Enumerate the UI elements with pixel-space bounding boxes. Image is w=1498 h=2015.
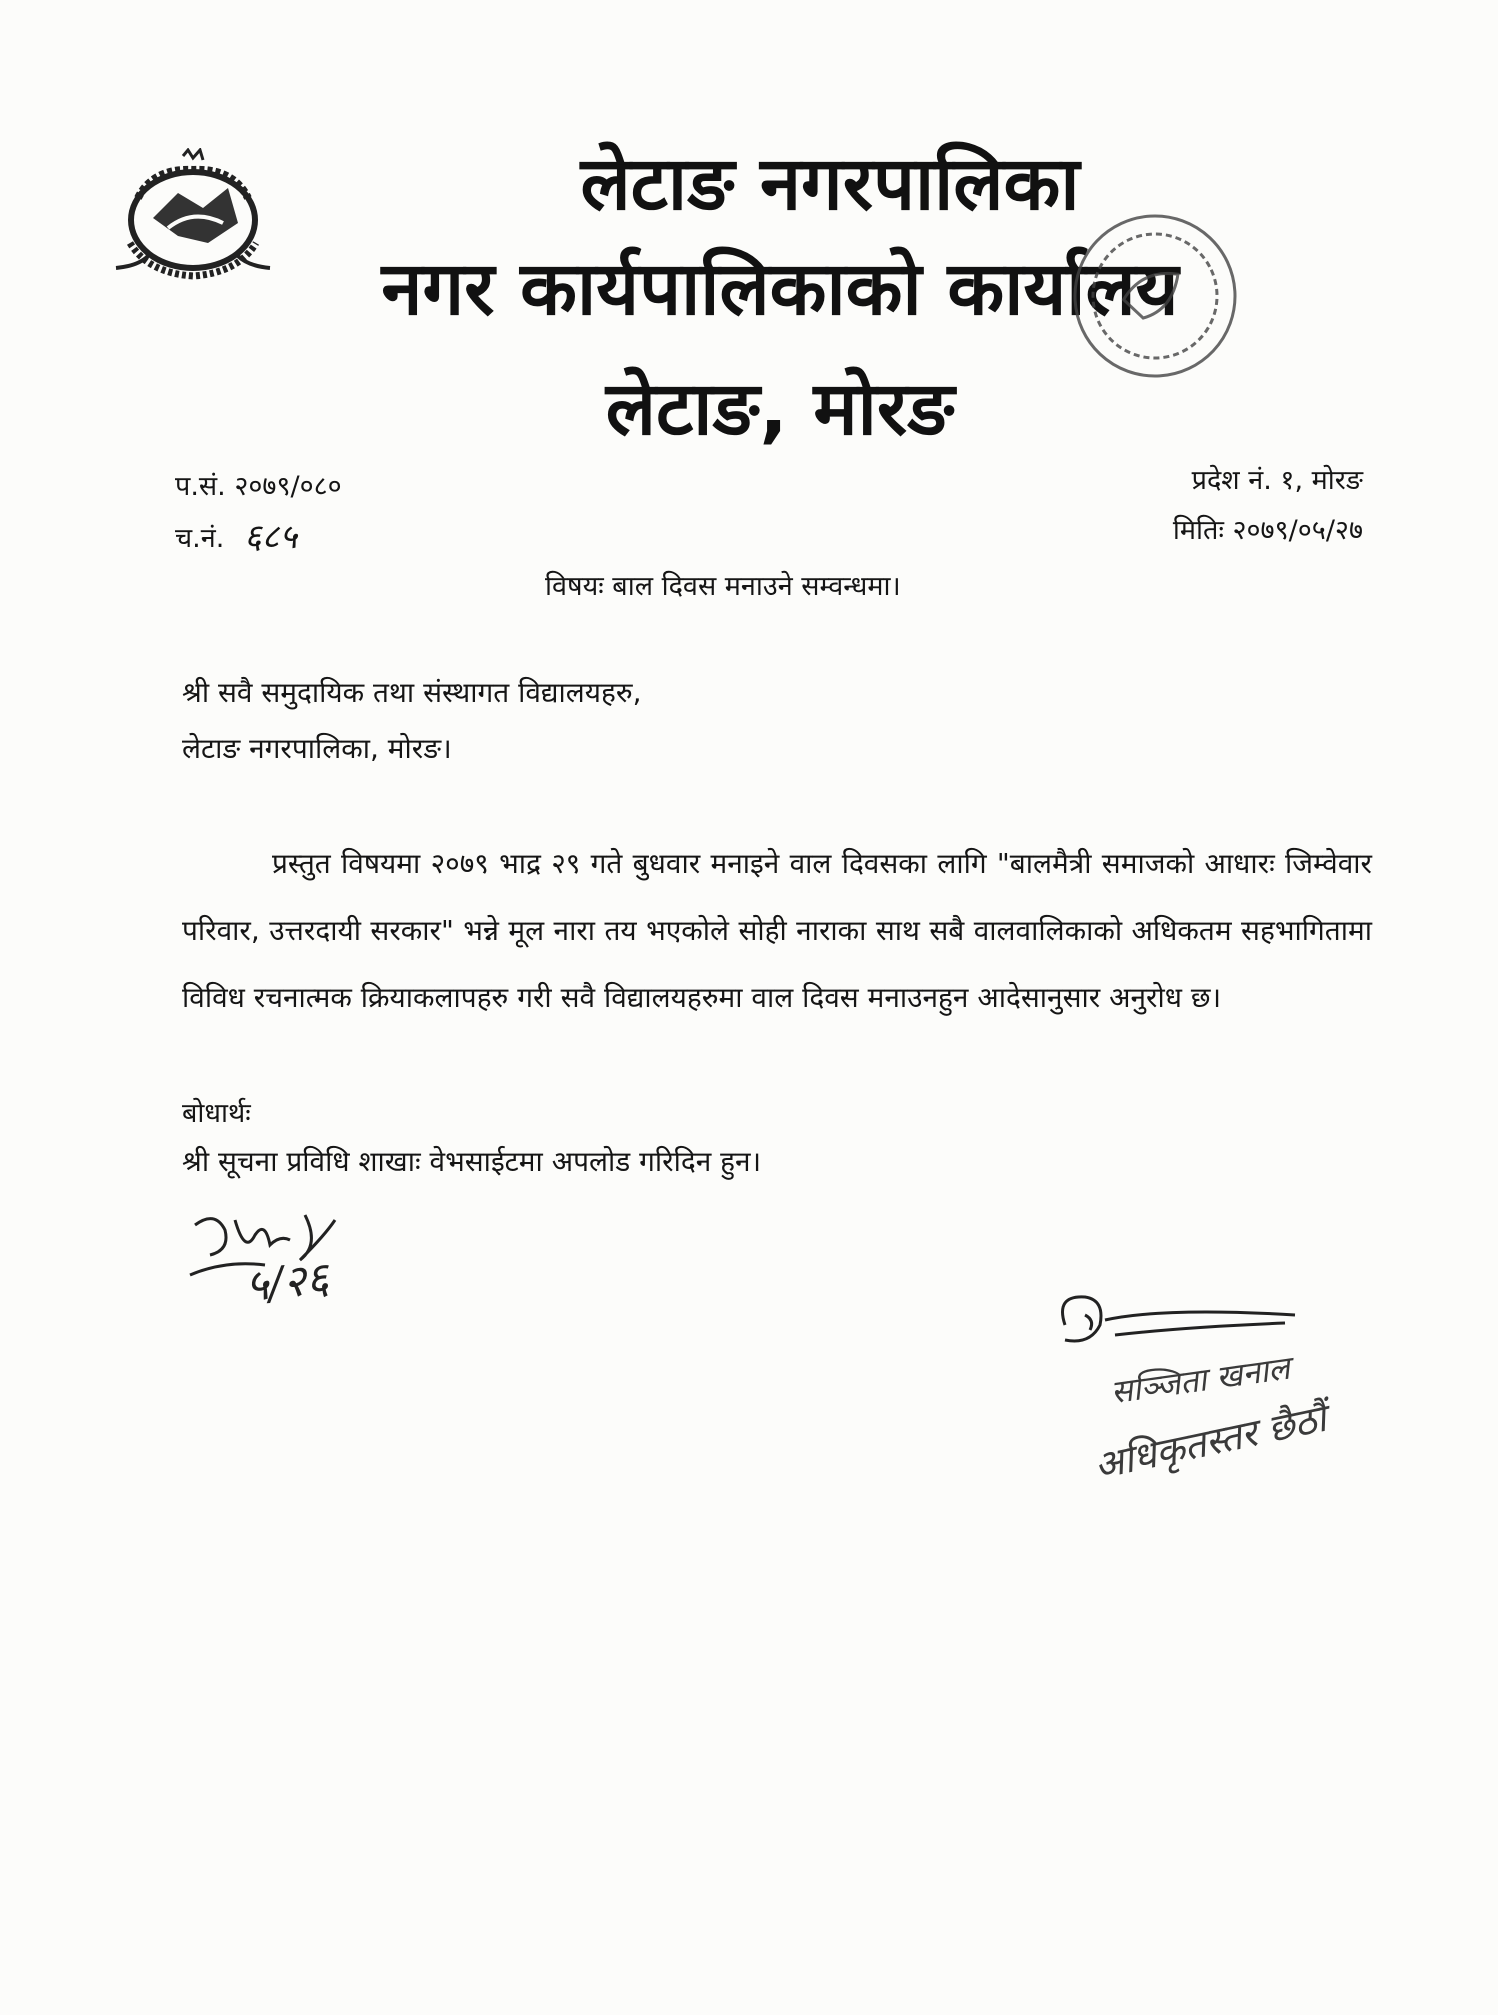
letter-date: मितिः २०७९/०५/२७ — [1172, 515, 1363, 546]
office-seal-stamp — [1055, 196, 1255, 396]
dispatch-label: च.नं. — [175, 523, 225, 554]
addressee-line-1: श्री सवै समुदायिक तथा संस्थागत विद्यालयहरु, — [182, 676, 642, 709]
subject-line: विषयः बाल दिवस मनाउने सम्वन्धमा। — [545, 571, 901, 602]
letterhead-municipality: लेटाङ नगरपालिका — [580, 141, 1080, 227]
letter-body: प्रस्तुत विषयमा २०७९ भाद्र २९ गते बुधवार मनाइने वाल दिवसका लागि "बालमैत्री समाजको आधारः जिम्वेवार परिवार, उत्तरदायी सरकार" भन्ने मूल नारा तय भएकोले सोही नाराका साथ सबै वालवालिकाको अधिकतम सहभागितामा विविध रचनात्मक क्रियाकलापहरु गरी सवै विद्यालयहरुमा वाल दिवस मनाउनहुन आदेसानुसार अनुरोध छ। — [182, 847, 1372, 1014]
province-line: प्रदेश नं. १, मोरङ — [1191, 465, 1363, 496]
cc-recipient: श्री सूचना प्रविधि शाखाः वेभसाईटमा अपलोड गरिदिन हुन। — [182, 1145, 762, 1178]
signatory-name: सञ्जिता खनाल — [1108, 1348, 1293, 1412]
dispatch-number-handwritten: ६८५ — [244, 517, 298, 557]
letterhead-office: नगर कार्यपालिकाको कार्यालय — [381, 246, 1179, 332]
addressee-line-2: लेटाङ नगरपालिका, मोरङ। — [182, 732, 452, 765]
signatory-title: अधिकृतस्तर छैठौं — [1090, 1395, 1330, 1489]
initials-date: ५/२६ — [242, 1252, 332, 1313]
letterhead-location: लेटाङ, मोरङ — [605, 366, 955, 452]
cc-label: बोधार्थः — [182, 1098, 251, 1129]
municipality-emblem-icon — [108, 148, 278, 288]
letter-number: प.सं. २०७९/०८० — [175, 471, 342, 502]
